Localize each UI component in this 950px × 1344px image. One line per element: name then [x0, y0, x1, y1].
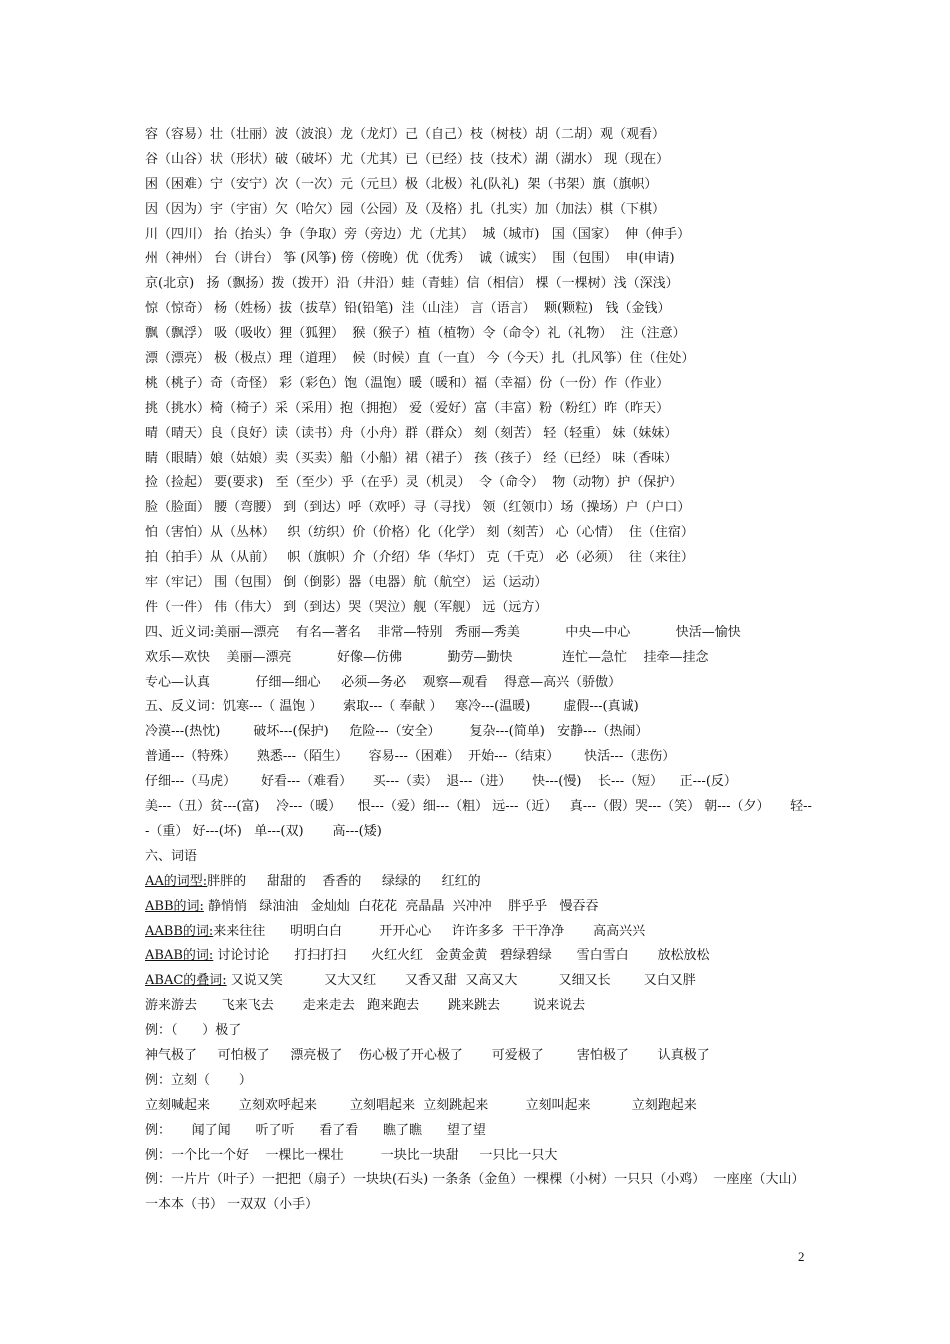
text-line: 牢（牢记） 围（包围） 倒（倒影）器（电器）航（航空） 运（运动） [145, 575, 548, 591]
text-line: 例： 闻了闻 听了听 看了看 瞧了瞧 望了望 [145, 1122, 486, 1138]
pattern-examples: 又说又笑 又大又红 又香又甜 又高又大 又细又长 又白又胖 [226, 973, 696, 989]
pattern-examples: 静悄悄 绿油油 金灿灿 白花花 亮晶晶 兴冲冲 胖乎乎 慢吞吞 [203, 898, 599, 914]
text-line: 欢乐—欢快 美丽—漂亮 好像—仿佛 勤劳—勤快 连忙—急忙 挂牵—挂念 [145, 649, 709, 665]
text-line: 五、反义词：饥寒---（ 温饱 ） 索取---（ 奉献 ） 寒冷---(温暖) 虚假---(真诚) [145, 699, 639, 715]
text-line: 飘（飘浮） 吸（吸收）狸（狐狸） 猴（猴子）植（植物）令（命令）礼（礼物） 注（注意） [145, 326, 686, 342]
text-line: 因（因为）宇（宇宙）欠（哈欠）园（公园）及（及格）扎（扎实）加（加法）棋（下棋） [145, 201, 666, 217]
text-line: 惊（惊奇） 杨（姓杨）拔（拔草）铅(铅笔) 洼（山洼） 言（语言） 颗(颗粒) 钱（金钱） [145, 301, 671, 317]
text-line: 游来游去 飞来飞去 走来走去 跑来跑去 跳来跳去 说来说去 [145, 998, 586, 1014]
text-line: 冷漠---(热忱) 破坏---(保护) 危险---（安全） 复杂---(简单) 安静---（热闹） [145, 724, 649, 740]
text-line: 漂（漂亮） 极（极点）理（道理） 候（时候）直（一直） 今（今天）扎（扎风筝）住（住处） [145, 351, 695, 367]
text-line-wrapped: 美---（丑）贫---(富) 冷---（暖） 恨---（爱）细---（粗） 远---（近） 真---（假）哭---（笑） 朝---（夕） 轻---（重） 好---(坏) 单---(双) 高---(矮) [145, 799, 812, 839]
text-line: 四、近义词:美丽—漂亮 有名—著名 非常—特别 秀丽—秀美 中央—中心 快活—愉快 [145, 624, 741, 640]
word-pattern-row [145, 870, 815, 895]
text-line: 容（容易）壮（壮丽）波（波浪）龙（龙灯）己（自己）枝（树枝）胡（二胡）观（观看） [145, 127, 666, 142]
text-line: 睛（眼睛）娘（姑娘）卖（买卖）船（小船）裙（裙子） 孩（孩子） 经（已经） 味（香味） [145, 450, 678, 466]
text-line: 谷（山谷）状（形状）破（破坏）尤（尤其）已（已经）技（技术）湖（湖水） 现（现在） [145, 151, 670, 167]
text-line: 件（一件） 伟（伟大） 到（到达）哭（哭泣）舰（军舰） 远（远方） [145, 599, 548, 615]
page-content [145, 123, 815, 1218]
word-pattern-row [145, 895, 815, 920]
text-line: 挑（挑水）椅（椅子）采（采用）抱（拥抱） 爱（爱好）富（丰富）粉（粉红）昨（昨天） [145, 400, 670, 416]
text-line: 专心—认真 仔细—细心 必须—务必 观察—观看 得意—高兴（骄傲） [145, 674, 622, 690]
text-line: 晴（晴天）良（良好）读（读书）舟（小舟）群（群众） 刻（刻苦） 轻（轻重） 妹（妹妹） [145, 425, 678, 441]
text-line: 例：（ ）极了 [145, 1023, 242, 1039]
text-line: 例：一个比一个好 一棵比一棵壮 一块比一块甜 一只比一只大 [145, 1147, 558, 1163]
text-line: 拍（拍手）从（从前） 帜（旗帜）介（介绍）华（华灯） 克（千克） 必（必须） 往（来往） [145, 550, 694, 566]
word-pattern-row [145, 969, 815, 994]
pattern-examples: 讨论讨论 打扫打扫 火红火红 金黄金黄 碧绿碧绿 雪白雪白 放松放松 [213, 948, 710, 964]
text-line-wrapped: 例：一片片（叶子）一把把（扇子）一块块(石头) 一条条（金鱼）一棵棵（小树）一只只（小鸡） 一座座（大山） 一本本（书） 一双双（小手） [145, 1172, 809, 1213]
pattern-label: AABB的词: [145, 923, 214, 939]
text-line: 例：立刻（ ） [145, 1072, 252, 1088]
text-line: 怕（害怕）从（丛林） 织（纺织）价（价格）化（化学） 刻（刻苦） 心（心情） 住（住宿） [145, 525, 694, 541]
text-line: 州（神州） 台（讲台） 筝 (风筝) 傍（傍晚）优（优秀） 诚（诚实） 围（包围） 申(申请) [145, 251, 675, 267]
text-line: 捡（捡起） 要(要求) 至（至少）乎（在乎）灵（机灵） 令（命令） 物（动物）护（保护） [145, 475, 683, 491]
pattern-label: ABB的词: [145, 898, 204, 914]
pattern-label: ABAB的词: [145, 948, 214, 964]
text-line: 桃（桃子）奇（奇怪） 彩（彩色）饱（温饱）暖（暖和）福（幸福）份（一份）作（作业） [145, 375, 670, 391]
pattern-examples: 来来往往 明明白白 开开心心 许许多多 干干净净 高高兴兴 [213, 923, 646, 939]
text-line: 普通---（特殊） 熟悉---（陌生） 容易---（困难） 开始---（结束） 快活---（悲伤） [145, 749, 676, 765]
word-pattern-row [145, 944, 815, 969]
page-number: 2 [798, 1249, 805, 1264]
text-line: 神气极了 可怕极了 漂亮极了 伤心极了开心极了 可爱极了 害怕极了 认真极了 [145, 1047, 710, 1063]
text-line: 困（困难）宁（安宁）次（一次）元（元旦）极（北极）礼(队礼) 架（书架）旗（旗帜） [145, 176, 658, 192]
text-line: 京(北京) 扬（飘扬）拨（拨开）沿（井沿）蛙（青蛙）信（相信） 棵（一棵树）浅（深浅） [145, 276, 679, 292]
word-pattern-row [145, 920, 815, 945]
pattern-label: AA的词型: [145, 873, 208, 889]
text-line: 立刻喊起来 立刻欢呼起来 立刻唱起来 立刻跳起来 立刻叫起来 立刻跑起来 [145, 1097, 697, 1113]
text-line: 仔细---（马虎） 好看---（难看） 买---（卖） 退---（进） 快---(慢) 长---（短） 正---(反） [145, 774, 737, 790]
section-heading: 六、词语 [145, 848, 198, 864]
pattern-label: ABAC的叠词: [145, 973, 227, 989]
text-line: 脸（脸面） 腰（弯腰） 到（到达）呼（欢呼）寻（寻找） 领（红领巾）场（操场）户（户口） [145, 500, 691, 516]
pattern-examples: 胖胖的 甜甜的 香香的 绿绿的 红红的 [207, 873, 481, 889]
text-line: 川（四川） 抬（抬头）争（争取）旁（旁边）尤（尤其） 城（城市) 国（国家） 伸（伸手） [145, 226, 691, 242]
